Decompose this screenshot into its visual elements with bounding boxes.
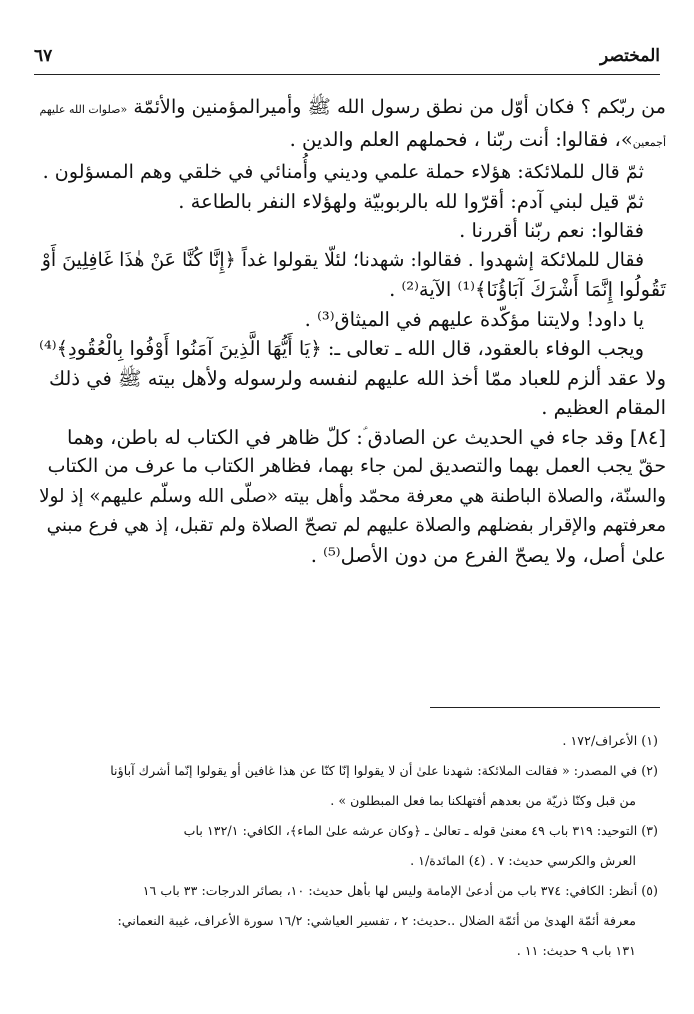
text-line-2: أجمعين»، فقالوا: أنت ربّنا ، فحملهم العلم والدين . [289, 127, 666, 151]
text-line-1: من ربّكم ؟ فكان أوّل من نطق رسول الله ﷺ وأميرالمؤمنين والأئمّة «صلوات الله عليهم [39, 95, 666, 118]
text-line-4: ثمّ قيل لبني آدم: أقرّوا لله بالربوبيّة ولهؤلاء النفر بالطاعة . [178, 189, 644, 213]
header-rule [34, 74, 660, 75]
footnote-line-6: (٥) أنظر: الكافي: ٣٧٤ باب من أدعىٰ الإمامة وليس لها بأهل حديث: ١٠، بصائر الدرجات: ٣٣ باب ١٦ [142, 883, 658, 898]
text-line-3: ثمّ قال للملائكة: هؤلاء حملة علمي وديني وأُمنائي في خلقي وهم المسؤلون . [42, 160, 644, 183]
text-line-14: والسنّة، والصلاة الباطنة هي معرفة محمّد وأهل بيته «صلّى الله وسلّم عليهم» إذ لولا [39, 485, 666, 507]
footnote-line-4: (٣) التوحيد: ٣١٩ باب ٤٩ معنىٰ قوله ـ تعالىٰ ـ ﴿وكان عرشه علىٰ الماء﴾، الكافي: ١٣٢/١ باب [183, 823, 658, 838]
footnote-line-1: (١) الأعراف/١٧٢ . [562, 733, 658, 748]
text-line-12: [٨٤] وقد جاء في الحديث عن الصادق ؑ: كلّ ظاهر في الكتاب له باطن، وهما [67, 425, 666, 449]
text-line-15: معرفتهم والإقرار بفضلهم والصلاة عليهم لم تصحّ الصلاة ولم تقبل، إذ هي فرع مبني [46, 515, 666, 536]
main-text [40, 92, 666, 570]
text-line-13: حقّ يجب العمل بهما والتصديق لمن جاء بهما، فظاهر الكتاب ما عرف من الكتاب [47, 455, 666, 477]
running-title: المختصر [600, 46, 660, 66]
footnote-line-2: (٢) في المصدر: « فقالت الملائكة: شهدنا علىٰ أن لا يقولوا إنّا كنّا عن هذا غافين أو يقولوا إنّما أشرك آباؤنا [110, 763, 658, 778]
text-line-10: ولا عقد ألزم للعباد ممّا أخذ الله عليهم لنفسه ولرسوله ولأهل بيته ﷺ في ذلك [48, 366, 666, 390]
text-line-8: يا داود! ولايتنا مؤكّدة عليهم في الميثاق⁽³⁾ . [304, 307, 644, 331]
text-line-9: ويجب الوفاء بالعقود، قال الله ـ تعالى ـ: ﴿يَا أَيُّهَا الَّذِينَ آمَنُوا أَوْفُوا بِالْعُقُودِ﴾⁽⁴⁾ [39, 337, 644, 360]
text-line-7: تَقُولُوا إِنَّمَا أَشْرَكَ آبَاؤُنَا﴾⁽¹⁾ الآية⁽²⁾ . [389, 278, 666, 301]
footnote-line-5: العرش والكرسي حديث: ٧ . (٤) المائدة/١ . [410, 853, 636, 868]
footnote-line-3: من قبل وكنّا ذريّة من بعدهم أفتهلكنا بما فعل المبطلون » . [330, 793, 636, 808]
text-line-6: فقال للملائكة إشهدوا . فقالوا: شهدنا؛ لئلّا يقولوا غداً ﴿إِنَّا كُنَّا عَنْ هٰذَا غَافِلِينَ أَوْ [41, 248, 644, 271]
footnote-separator [430, 707, 660, 708]
text-line-5: فقالوا: نعم ربّنا أقررنا . [459, 219, 644, 242]
footnote-line-7: معرفة أئمّة الهدىٰ من أئمّة الضلال ..حديث: ٢ ، تفسير العياشي: ١٦/٢ سورة الأعراف، غيبة النعماني: [117, 913, 636, 928]
text-line-16: علىٰ أصل، ولا يصحّ الفرع من دون الأصل⁽⁵⁾ . [310, 543, 666, 567]
footnote-line-8: ١٣١ باب ٩ حديث: ١١ . [516, 943, 636, 958]
text-line-11: المقام العظيم . [541, 396, 666, 419]
page-header [34, 44, 660, 74]
page-number: ٦٧ [34, 46, 53, 66]
footnotes [34, 726, 658, 966]
